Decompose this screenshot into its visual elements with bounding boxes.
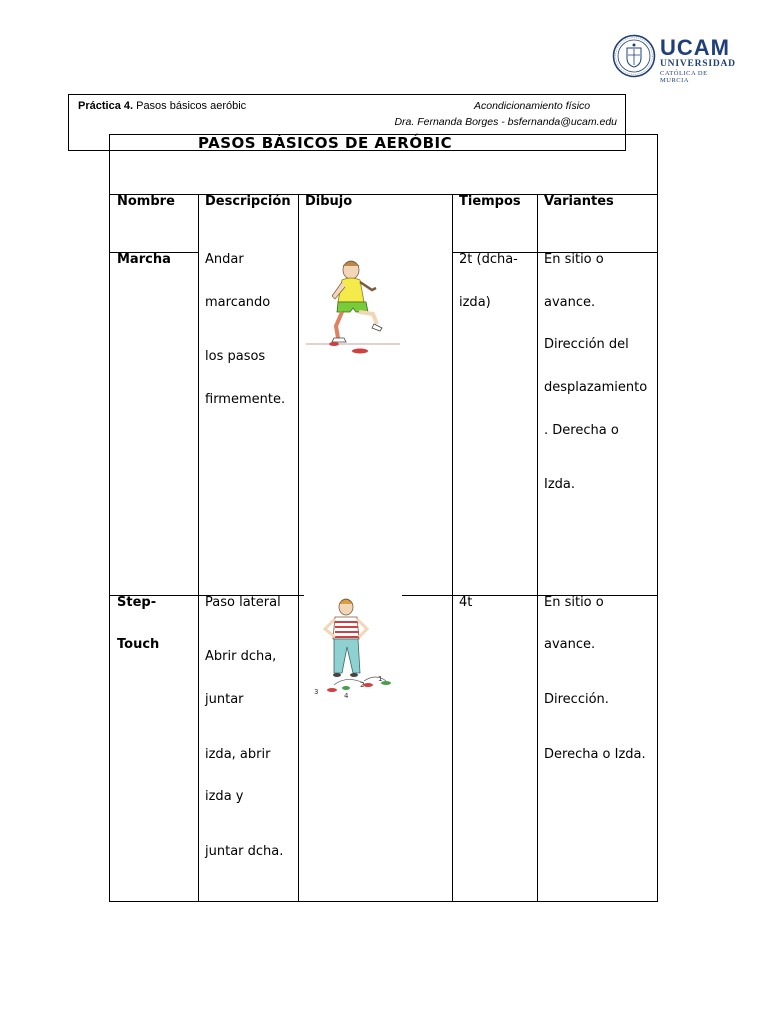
row-marcha-description-line: firmemente. <box>205 392 286 407</box>
row-marcha-name: Marcha <box>117 252 171 267</box>
row-marcha-variant-line: Izda. <box>544 477 576 492</box>
practice-number: Práctica 4. <box>78 100 134 112</box>
table-border <box>109 901 658 902</box>
row-steptouch-description-line: izda y <box>205 789 244 804</box>
table-border <box>537 194 538 902</box>
row-marcha-times-line: 2t (dcha- <box>459 252 518 267</box>
row-marcha-description-line: los pasos <box>205 349 266 364</box>
author-info: Dra. Fernanda Borges - bsfernanda@ucam.edu <box>394 116 617 128</box>
marching-figure-drawing <box>304 252 402 376</box>
practice-title <box>78 100 246 112</box>
row-steptouch-description-line: Paso lateral <box>205 595 281 610</box>
row-marcha-variant-line: . Derecha o <box>544 423 619 438</box>
table-border <box>109 134 110 902</box>
row-steptouch-variant-line: Dirección. <box>544 692 609 707</box>
row-steptouch-name: Touch <box>117 637 160 652</box>
svg-text:3: 3 <box>314 688 319 696</box>
table-border <box>298 194 299 902</box>
table-border <box>657 134 658 902</box>
logo-line1: UNIVERSIDAD <box>660 59 736 69</box>
practice-topic: Pasos básicos aeróbic <box>133 100 247 112</box>
column-header-tiempos: Tiempos <box>459 194 521 209</box>
svg-text:2: 2 <box>360 681 365 689</box>
ucam-logo <box>612 34 736 84</box>
row-steptouch-description-line: juntar <box>205 692 244 707</box>
row-steptouch-description-line: izda, abrir <box>205 747 271 762</box>
column-header-dibujo: Dibujo <box>305 194 353 209</box>
table-border <box>452 194 453 902</box>
column-header-variantes: Variantes <box>544 194 614 209</box>
logo-line2: CATÓLICA DE MURCIA <box>660 70 708 84</box>
step-touch-figure-drawing <box>304 595 402 703</box>
row-steptouch-times-line: 4t <box>459 595 473 610</box>
row-marcha-description-line: marcando <box>205 295 271 310</box>
row-marcha-variant-line: Dirección del <box>544 337 629 352</box>
row-marcha-variant-line: En sitio o <box>544 252 604 267</box>
table-border <box>198 194 199 902</box>
column-header-descripcion: Descripción <box>205 194 291 209</box>
row-marcha-times-line: izda) <box>459 295 491 310</box>
row-steptouch-variant-line: En sitio o <box>544 595 604 610</box>
svg-text:4: 4 <box>344 692 349 700</box>
row-steptouch-description-line: juntar dcha. <box>205 844 284 859</box>
row-marcha-description-line: Andar <box>205 252 244 267</box>
row-steptouch-name: Step- <box>117 595 157 610</box>
row-steptouch-description-line: Abrir dcha, <box>205 649 277 664</box>
table-title: PASOS BÁSICOS DE AERÓBIC <box>198 134 453 152</box>
column-header-nombre: Nombre <box>117 194 175 209</box>
row-marcha-variant-line: desplazamiento <box>544 380 648 395</box>
row-steptouch-variant-line: Derecha o Izda. <box>544 747 646 762</box>
logo-brand: UCAM <box>660 35 730 60</box>
svg-text:1: 1 <box>378 675 383 683</box>
course-name: Acondicionamiento físico <box>474 100 591 112</box>
row-steptouch-variant-line: avance. <box>544 637 596 652</box>
university-seal-icon <box>612 34 656 78</box>
row-marcha-variant-line: avance. <box>544 295 596 310</box>
